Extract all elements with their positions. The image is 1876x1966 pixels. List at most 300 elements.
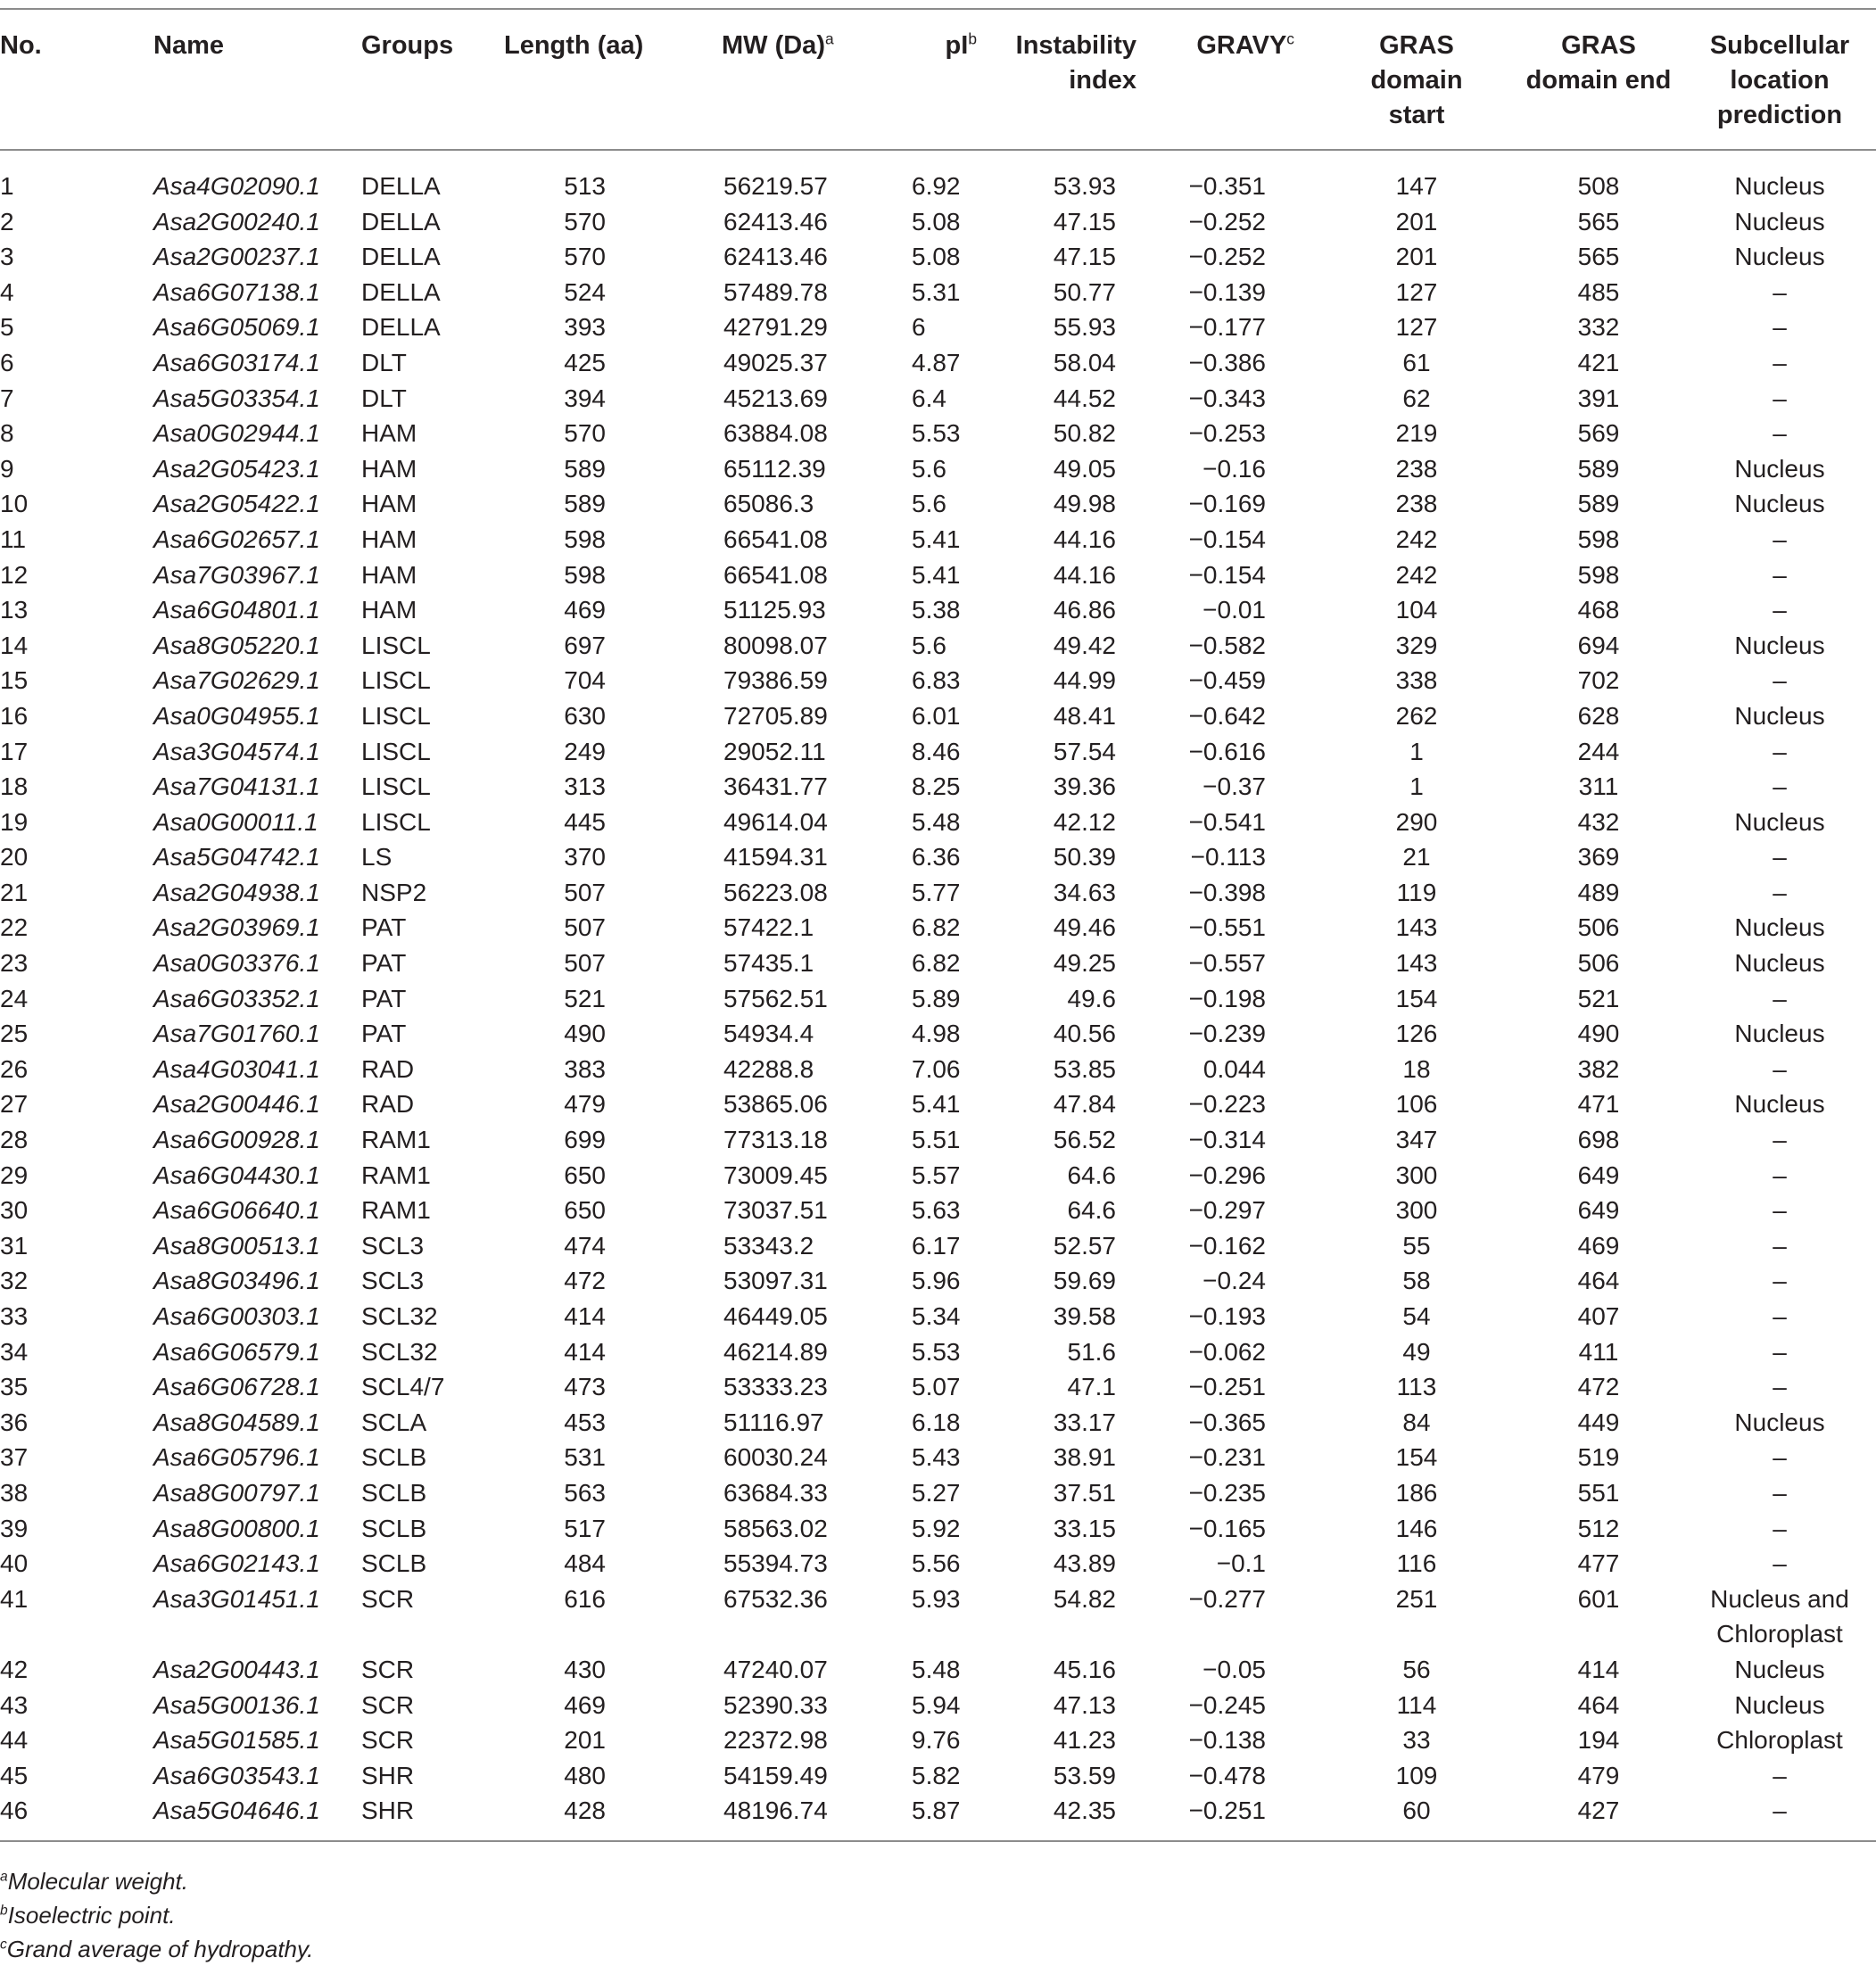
cell-gras-start: 62: [1402, 384, 1431, 412]
cell-gras-start: 146: [1395, 1514, 1438, 1542]
cell-instability-index: 40.56: [1053, 1020, 1116, 1048]
cell-gravy: −0.616: [1188, 737, 1266, 765]
cell-location: –: [1683, 1793, 1876, 1841]
cell-mw: 57562.51: [723, 984, 828, 1012]
table-row: [0, 628, 1876, 664]
cell-no: 14: [0, 631, 29, 659]
cell-instability-index: 49.46: [1053, 913, 1116, 942]
cell-pi: 8.46: [912, 737, 961, 765]
cell-no: 28: [0, 1126, 29, 1154]
cell-pi: 6.18: [912, 1408, 961, 1436]
cell-gras-end: 427: [1514, 1793, 1683, 1841]
cell-pi: 6: [912, 313, 926, 342]
cell-no: 40: [0, 1549, 29, 1578]
cell-instability-index: 33.17: [1053, 1408, 1116, 1436]
cell-group: SCL3: [361, 1267, 425, 1295]
cell-name: Asa6G03543.1: [153, 1761, 320, 1789]
cell-no: 22: [0, 913, 29, 942]
cell-gras-start: 1: [1409, 737, 1424, 765]
cell-no: 29: [0, 1161, 29, 1189]
cell-group: DELLA: [361, 172, 441, 200]
cell-length: 393: [564, 313, 606, 342]
cell-length: 563: [564, 1478, 606, 1507]
cell-mw: 53097.31: [723, 1267, 828, 1295]
cell-group: RAM1: [361, 1126, 431, 1154]
cell-name: Asa5G03354.1: [153, 384, 320, 412]
cell-group: LISCL: [361, 701, 431, 730]
cell-instability-index: 53.93: [1053, 172, 1116, 200]
cell-gras-start: 116: [1396, 1549, 1437, 1578]
cell-length: 472: [564, 1267, 606, 1295]
cell-mw: 53865.06: [723, 1090, 828, 1119]
cell-length: 507: [564, 878, 606, 906]
cell-name: Asa6G04430.1: [153, 1161, 320, 1189]
cell-length: 570: [564, 207, 606, 235]
cell-name: Asa5G04646.1: [153, 1793, 361, 1841]
cell-location: Nucleus: [1734, 454, 1825, 483]
cell-pi: 5.94: [912, 1690, 961, 1719]
cell-name: Asa6G05796.1: [153, 1443, 320, 1472]
cell-pi: 6.01: [912, 701, 961, 730]
cell-gras-end: 449: [1577, 1408, 1620, 1436]
cell-pi: 5.08: [912, 243, 961, 271]
cell-gravy: −0.551: [1188, 913, 1266, 942]
cell-pi: 5.07: [912, 1373, 961, 1401]
cell-instability-index: 41.23: [1053, 1726, 1116, 1755]
cell-no: 12: [0, 560, 29, 589]
cell-gravy: −0.16: [1202, 454, 1266, 483]
cell-gravy: −0.343: [1188, 384, 1266, 412]
cell-mw: 57489.78: [723, 277, 828, 306]
cell-location: –: [1773, 843, 1787, 871]
cell-no: 42: [0, 1655, 29, 1683]
cell-name: Asa6G05069.1: [153, 313, 320, 342]
cell-name: Asa2G00443.1: [153, 1655, 320, 1683]
cell-group: DELLA: [361, 243, 441, 271]
cell-group: PAT: [361, 1020, 407, 1048]
cell-gravy: −0.139: [1188, 277, 1266, 306]
cell-gras-start: 238: [1395, 454, 1438, 483]
table-row: [0, 592, 1876, 628]
cell-gras-end: 479: [1577, 1761, 1620, 1789]
header-gravy: GRAVY$^c$: [1172, 9, 1319, 150]
cell-pi: 5.82: [912, 1761, 961, 1789]
cell-name: Asa5G01585.1: [153, 1726, 320, 1755]
cell-pi: 5.57: [912, 1161, 961, 1189]
cell-location: –: [1773, 1267, 1787, 1295]
cell-gravy: −0.37: [1202, 772, 1266, 801]
cell-name: Asa2G05422.1: [153, 490, 320, 518]
cell-name: Asa8G04589.1: [153, 1408, 320, 1436]
cell-location: –: [1773, 1337, 1787, 1366]
cell-name: Asa2G00240.1: [153, 207, 320, 235]
cell-pi: 6.83: [912, 666, 961, 695]
cell-location: Nucleus: [1734, 490, 1825, 518]
cell-gras-start: 329: [1395, 631, 1438, 659]
cell-no: 5: [0, 313, 14, 342]
cell-length: 313: [564, 772, 606, 801]
cell-length: 425: [564, 348, 606, 376]
cell-instability-index: 39.58: [1053, 1302, 1116, 1330]
cell-gravy: −0.252: [1188, 207, 1266, 235]
cell-group: RAD: [361, 1054, 415, 1083]
cell-pi: 5.6: [912, 631, 946, 659]
cell-gras-start: 347: [1395, 1126, 1438, 1154]
cell-mw: 53333.23: [723, 1373, 828, 1401]
cell-gravy: −0.557: [1188, 949, 1266, 978]
cell-gras-start: 1: [1409, 772, 1424, 801]
table-row: [0, 239, 1876, 275]
cell-location: –: [1773, 1373, 1787, 1401]
cell-group: DELLA: [361, 207, 441, 235]
cell-mw: 65112.39: [723, 454, 826, 483]
cell-gras-start: 21: [1402, 843, 1431, 871]
cell-name: Asa3G04574.1: [153, 737, 320, 765]
footnote-b: $^b$Isoelectric point.: [0, 1902, 176, 1929]
cell-gras-end: 506: [1577, 949, 1620, 978]
cell-gras-end: 411: [1578, 1337, 1619, 1366]
cell-gravy: −0.459: [1188, 666, 1266, 695]
cell-mw: 22372.98: [723, 1726, 828, 1755]
cell-group: RAM1: [361, 1196, 431, 1225]
footnote-a: $^a$Molecular weight.: [0, 1868, 188, 1895]
cell-name: Asa2G03969.1: [153, 913, 320, 942]
cell-instability-index: 50.39: [1053, 843, 1116, 871]
cell-gras-end: 508: [1577, 172, 1620, 200]
cell-location: –: [1773, 1054, 1787, 1083]
cell-location: Nucleus: [1734, 949, 1825, 978]
cell-no: 20: [0, 843, 29, 871]
cell-gravy: −0.478: [1188, 1761, 1266, 1789]
cell-gravy: −0.314: [1188, 1126, 1266, 1154]
cell-mw: 65086.3: [723, 490, 814, 518]
cell-gravy: −0.252: [1188, 243, 1266, 271]
cell-group: DLT: [361, 384, 407, 412]
cell-no: 34: [0, 1337, 29, 1366]
cell-location: Nucleus: [1734, 243, 1825, 271]
cell-gras-start: 58: [1402, 1267, 1431, 1295]
cell-group: LISCL: [361, 631, 431, 659]
table-row: [0, 663, 1876, 698]
cell-group: SCR: [361, 1655, 415, 1683]
cell-group: HAM: [361, 560, 417, 589]
cell-location: –: [1773, 596, 1787, 624]
cell-group: DELLA: [361, 277, 441, 306]
cell-name: Asa7G02629.1: [153, 666, 320, 695]
cell-pi: 5.53: [912, 419, 961, 448]
cell-location: –: [1773, 666, 1787, 695]
cell-instability-index: 47.84: [1053, 1090, 1116, 1119]
cell-gras-end: 628: [1577, 701, 1620, 730]
cell-instability-index: 45.16: [1053, 1655, 1116, 1683]
cell-gras-end: 702: [1577, 666, 1620, 695]
cell-no: 23: [0, 949, 29, 978]
cell-location: –: [1773, 878, 1787, 906]
cell-location: Nucleus: [1734, 172, 1825, 200]
cell-pi: 5.6: [912, 454, 946, 483]
cell-no: 32: [0, 1267, 29, 1295]
table-row: [0, 1086, 1876, 1122]
cell-instability-index: 64.6: [1067, 1196, 1116, 1225]
cell-gras-end: 471: [1577, 1090, 1620, 1119]
cell-length: 480: [564, 1761, 606, 1789]
cell-mw: 49614.04: [723, 807, 828, 836]
cell-gravy: −0.169: [1188, 490, 1266, 518]
cell-pi: 6.36: [912, 843, 961, 871]
header-pi: $pI^b$: [891, 9, 980, 150]
cell-instability-index: 50.77: [1053, 277, 1116, 306]
cell-instability-index: 52.57: [1053, 1231, 1116, 1260]
cell-no: 44: [0, 1726, 29, 1755]
cell-length: 414: [564, 1337, 606, 1366]
cell-length: 699: [564, 1126, 606, 1154]
table-row: [0, 558, 1876, 593]
cell-no: 45: [0, 1761, 29, 1789]
cell-no: 9: [0, 454, 14, 483]
cell-pi: 4.87: [912, 348, 961, 376]
cell-gras-end: 698: [1577, 1126, 1620, 1154]
cell-gras-end: 694: [1577, 631, 1620, 659]
table-row: [0, 345, 1876, 381]
cell-pi: 6.82: [912, 949, 961, 978]
cell-gras-end: 421: [1577, 348, 1620, 376]
cell-gravy: −0.235: [1188, 1478, 1266, 1507]
cell-group: SCLB: [361, 1443, 427, 1472]
table-row: [0, 1369, 1876, 1405]
cell-gras-start: 126: [1395, 1020, 1438, 1048]
cell-location: –: [1773, 348, 1787, 376]
cell-gras-end: 598: [1577, 525, 1620, 553]
cell-gravy: −0.351: [1188, 172, 1266, 200]
cell-mw: 77313.18: [723, 1126, 828, 1154]
cell-location: –: [1773, 984, 1787, 1012]
cell-length: 445: [564, 807, 606, 836]
cell-pi: 6.4: [912, 384, 946, 412]
cell-location: Nucleus: [1734, 207, 1825, 235]
cell-gras-start: 127: [1395, 313, 1438, 342]
table-body: [0, 150, 1876, 1841]
cell-gras-end: 485: [1577, 277, 1620, 306]
cell-gras-end: 369: [1577, 843, 1620, 871]
cell-length: 630: [564, 701, 606, 730]
table-row: [0, 1758, 1876, 1794]
cell-gras-start: 219: [1395, 419, 1438, 448]
table-row: [0, 769, 1876, 805]
cell-group: SCLB: [361, 1478, 427, 1507]
cell-location: Nucleus: [1734, 701, 1825, 730]
cell-pi: 5.89: [912, 984, 961, 1012]
cell-length: 507: [564, 913, 606, 942]
cell-gras-end: 649: [1577, 1196, 1620, 1225]
cell-pi: 5.43: [912, 1443, 961, 1472]
cell-name: Asa6G06579.1: [153, 1337, 320, 1366]
cell-length: 484: [564, 1549, 606, 1578]
table-row: [0, 416, 1876, 451]
header-no: No.: [0, 9, 153, 150]
cell-gras-end: 472: [1577, 1373, 1620, 1401]
header-subcellular-location: Subcellular location prediction: [1683, 9, 1876, 150]
cell-length: 201: [564, 1726, 606, 1755]
cell-gras-end: 565: [1577, 207, 1620, 235]
cell-gravy: −0.251: [1172, 1793, 1319, 1841]
cell-gras-start: 201: [1395, 243, 1438, 271]
table-row: [0, 1122, 1876, 1158]
cell-pi: 5.48: [912, 1655, 961, 1683]
cell-instability-index: 54.82: [1053, 1584, 1116, 1613]
cell-mw: 79386.59: [723, 666, 828, 695]
cell-mw: 55394.73: [723, 1549, 828, 1578]
cell-mw: 60030.24: [723, 1443, 828, 1472]
cell-gravy: −0.541: [1188, 807, 1266, 836]
header-mw: MW $(Da)^a$: [659, 9, 891, 150]
cell-name: Asa0G04955.1: [153, 701, 320, 730]
table-row: [0, 910, 1876, 946]
cell-instability-index: 44.16: [1053, 525, 1116, 553]
cell-instability-index: 55.93: [1053, 313, 1116, 342]
cell-no: 39: [0, 1514, 29, 1542]
header-instability-index: Instability index: [980, 9, 1172, 150]
cell-group: PAT: [361, 949, 407, 978]
header-name: Name: [153, 9, 361, 150]
cell-mw: 46449.05: [723, 1302, 828, 1330]
cell-pi: 5.38: [912, 596, 961, 624]
cell-gravy: −0.231: [1188, 1443, 1266, 1472]
cell-mw: 67532.36: [723, 1584, 828, 1613]
cell-location: –: [1773, 1126, 1787, 1154]
cell-length: 428: [504, 1793, 659, 1841]
table-row: [0, 946, 1876, 981]
cell-gras-start: 84: [1402, 1408, 1431, 1436]
cell-instability-index: 58.04: [1053, 348, 1116, 376]
cell-gras-start: 114: [1396, 1690, 1437, 1719]
cell-length: 453: [564, 1408, 606, 1436]
cell-group: HAM: [361, 525, 417, 553]
table-row: [0, 1334, 1876, 1370]
cell-location: Nucleus: [1734, 1655, 1825, 1683]
cell-pi: 5.6: [912, 490, 946, 518]
cell-instability-index: 42.35: [980, 1793, 1172, 1841]
table-row: [0, 486, 1876, 522]
cell-instability-index: 49.25: [1053, 949, 1116, 978]
cell-mw: 62413.46: [723, 207, 828, 235]
cell-length: 469: [564, 1690, 606, 1719]
table-row: [0, 981, 1876, 1017]
cell-pi: 5.34: [912, 1302, 961, 1330]
cell-no: 3: [0, 243, 14, 271]
cell-mw: 36431.77: [723, 772, 828, 801]
cell-location: –: [1773, 384, 1787, 412]
cell-gras-start: 300: [1395, 1196, 1438, 1225]
cell-name: Asa5G00136.1: [153, 1690, 320, 1719]
cell-length: 598: [564, 525, 606, 553]
cell-instability-index: 48.41: [1053, 701, 1116, 730]
cell-gras-start: 54: [1402, 1302, 1431, 1330]
table-row: [0, 451, 1876, 487]
cell-group: SCL3: [361, 1231, 425, 1260]
cell-length: 383: [564, 1054, 606, 1083]
cell-mw: 53343.2: [723, 1231, 814, 1260]
cell-gras-end: 477: [1577, 1549, 1620, 1578]
table-row: [0, 275, 1876, 310]
cell-name: Asa6G00928.1: [153, 1126, 320, 1154]
cell-instability-index: 57.54: [1053, 737, 1116, 765]
cell-group: SCR: [361, 1584, 415, 1613]
cell-gras-start: 154: [1395, 984, 1438, 1012]
cell-mw: 73009.45: [723, 1161, 828, 1189]
cell-name: Asa6G04801.1: [153, 596, 320, 624]
cell-gras-start: 201: [1395, 207, 1438, 235]
cell-location: –: [1773, 1761, 1787, 1789]
cell-gras-end: 382: [1577, 1054, 1620, 1083]
cell-no: 36: [0, 1408, 29, 1436]
cell-no: 7: [0, 384, 14, 412]
cell-gras-end: 414: [1577, 1655, 1620, 1683]
cell-length: 473: [564, 1373, 606, 1401]
cell-group: SCL4/7: [361, 1373, 445, 1401]
cell-gras-start: 113: [1396, 1373, 1437, 1401]
cell-no: 8: [0, 419, 14, 448]
cell-mw: 52390.33: [723, 1690, 828, 1719]
cell-gras-end: 551: [1577, 1478, 1620, 1507]
cell-gravy: −0.277: [1188, 1584, 1266, 1613]
cell-length: 697: [564, 631, 606, 659]
cell-location: Nucleus: [1734, 631, 1825, 659]
table-row: [0, 698, 1876, 734]
cell-name: Asa0G02944.1: [153, 419, 320, 448]
cell-length: 513: [564, 172, 606, 200]
cell-gras-end: 407: [1577, 1302, 1620, 1330]
cell-length: 490: [564, 1020, 606, 1048]
cell-no: 41: [0, 1584, 29, 1613]
cell-gras-end: 519: [1577, 1443, 1620, 1472]
cell-gras-end: 194: [1577, 1726, 1620, 1755]
cell-instability-index: 47.1: [1067, 1373, 1116, 1401]
cell-instability-index: 53.59: [1053, 1761, 1116, 1789]
cell-gravy: −0.582: [1188, 631, 1266, 659]
cell-mw: 63684.33: [723, 1478, 828, 1507]
table-header-row: [0, 9, 1876, 150]
cell-group: SCL32: [361, 1337, 438, 1366]
cell-pi: 5.48: [912, 807, 961, 836]
table-row: [0, 204, 1876, 240]
cell-pi: 6.82: [912, 913, 961, 942]
cell-no: 21: [0, 878, 29, 906]
cell-gras-end: 589: [1577, 490, 1620, 518]
table-row: [0, 1016, 1876, 1052]
cell-location: Nucleus: [1734, 1408, 1825, 1436]
cell-group: HAM: [361, 490, 417, 518]
cell-pi: 9.76: [912, 1726, 961, 1755]
cell-instability-index: 44.52: [1053, 384, 1116, 412]
cell-gras-start: 262: [1395, 701, 1438, 730]
cell-instability-index: 51.6: [1067, 1337, 1116, 1366]
cell-gras-start: 33: [1402, 1726, 1431, 1755]
cell-no: 10: [0, 490, 29, 518]
cell-mw: 56223.08: [723, 878, 828, 906]
cell-pi: 8.25: [912, 772, 961, 801]
cell-mw: 56219.57: [723, 172, 828, 200]
cell-gras-start: 104: [1395, 596, 1438, 624]
cell-mw: 49025.37: [723, 348, 828, 376]
cell-gravy: −0.1: [1216, 1549, 1266, 1578]
cell-gravy: −0.165: [1188, 1514, 1266, 1542]
cell-location: Nucleus: [1734, 913, 1825, 942]
cell-gras-end: 464: [1577, 1267, 1620, 1295]
cell-no: 37: [0, 1443, 29, 1472]
cell-name: Asa4G02090.1: [153, 172, 320, 200]
cell-gras-start: 242: [1395, 560, 1438, 589]
cell-instability-index: 42.12: [1053, 807, 1116, 836]
